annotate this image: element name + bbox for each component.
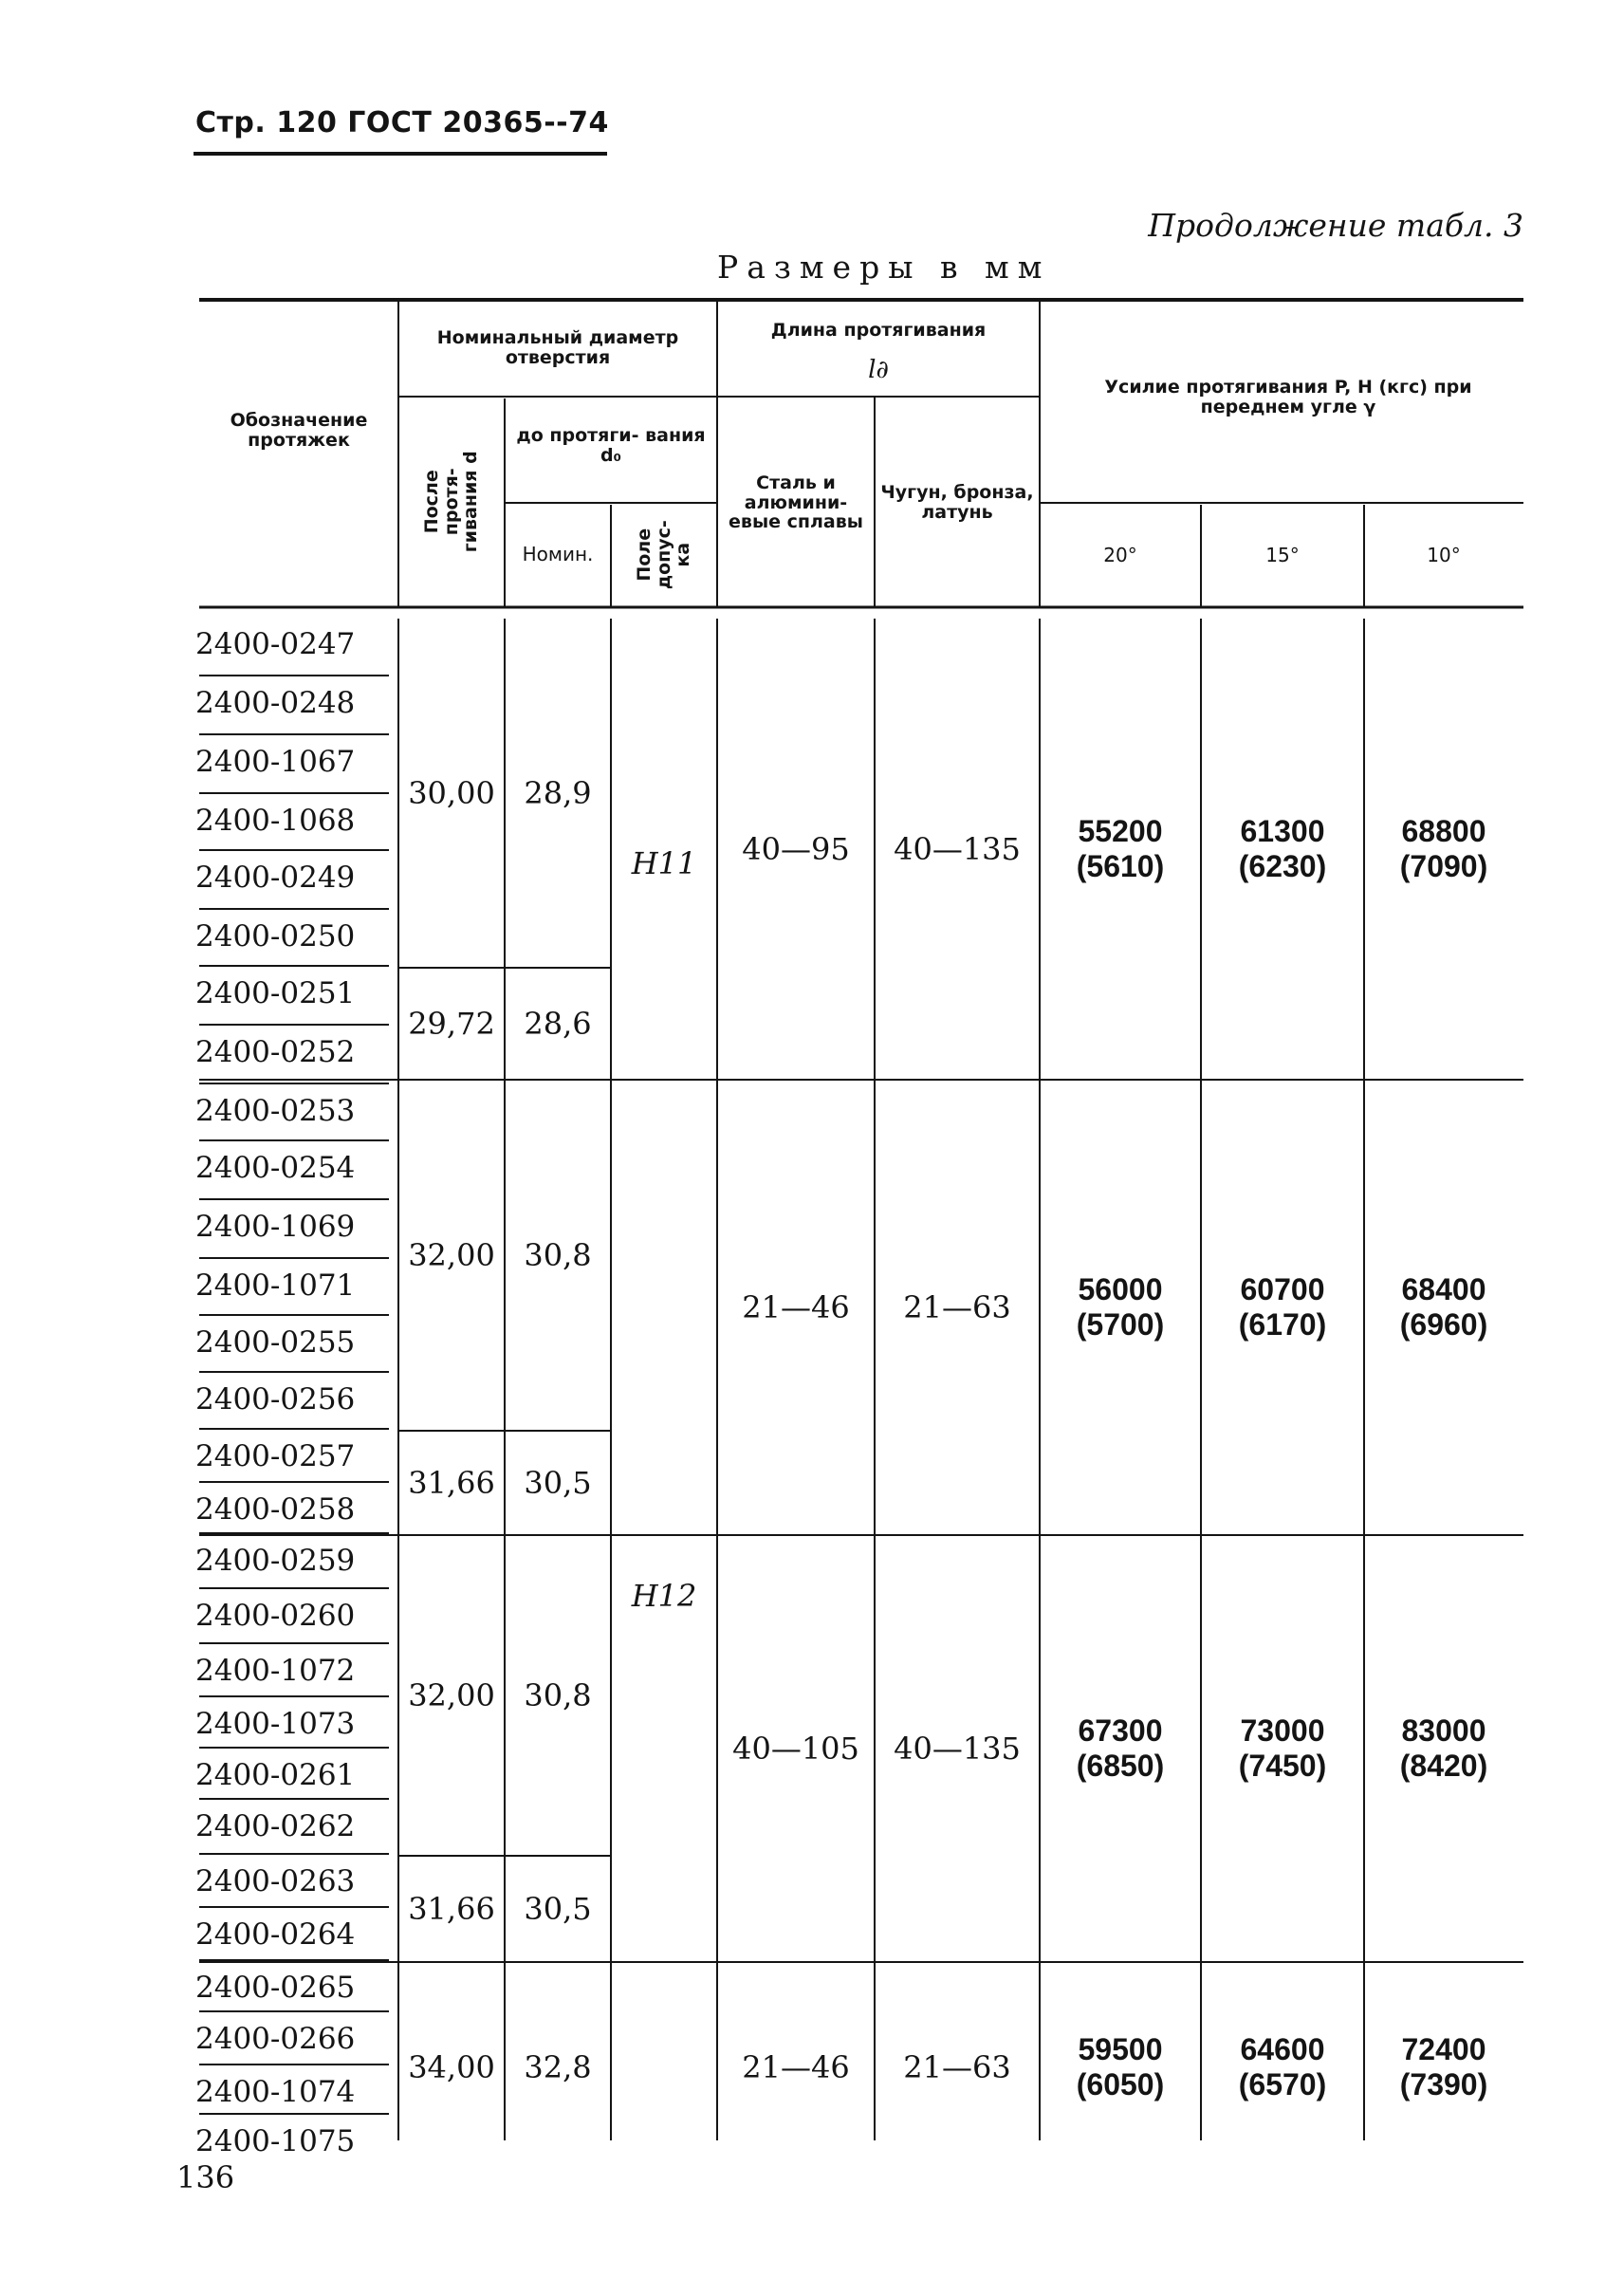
- force-15-kgf: (6570): [1238, 2067, 1327, 2102]
- force-10: [1364, 1080, 1523, 1535]
- length-steel: 40—95: [742, 830, 850, 867]
- tolerance-h12: H12: [631, 1577, 697, 1614]
- nominal-header: Номин.: [522, 543, 594, 566]
- designation-code: 2400-0247: [195, 627, 356, 662]
- broaching-length-symbol: l∂: [868, 355, 889, 384]
- designation-code: 2400-0249: [195, 861, 356, 896]
- force-20-kgf: (6850): [1076, 1749, 1165, 1783]
- header-underline: [194, 152, 607, 156]
- designation-code: 2400-0258: [195, 1492, 356, 1528]
- force-header: Усилие протягивания P, Н (кгс) при переднем угле γ: [1104, 377, 1472, 417]
- tolerance-h11: H11: [631, 844, 697, 881]
- broach-table: [195, 298, 1523, 2159]
- angle-10-header: 10°: [1427, 544, 1461, 567]
- designation-code: 2400-1068: [195, 804, 356, 839]
- force-10-newton: 72400: [1401, 2032, 1486, 2067]
- force-20: [1040, 1080, 1201, 1535]
- force-20-newton: 67300: [1078, 1713, 1163, 1749]
- designation-code: 2400-1069: [195, 1210, 356, 1245]
- diameter-after: 30,00: [408, 774, 495, 811]
- diameter-after: 31,66: [408, 1890, 495, 1927]
- designation-code: 2400-0255: [195, 1325, 356, 1361]
- force-15-kgf: (6230): [1238, 849, 1327, 883]
- diameter-before: 30,8: [524, 1236, 592, 1273]
- length-steel: 21—46: [742, 2048, 850, 2085]
- steel-header: Сталь и алюмини- евые сплавы: [729, 472, 863, 533]
- angle-20-header: 20°: [1103, 544, 1137, 567]
- force-15-newton: 60700: [1240, 1272, 1325, 1307]
- force-10: [1364, 1535, 1523, 1962]
- force-10: [1364, 1962, 1523, 2173]
- force-15-newton: 61300: [1240, 814, 1325, 849]
- force-15-newton: 73000: [1240, 1713, 1325, 1749]
- force-20: [1040, 619, 1201, 1080]
- designation-code: 2400-0248: [195, 686, 356, 721]
- designation-code: 2400-1073: [195, 1707, 356, 1742]
- designation-code: 2400-0251: [195, 976, 356, 1011]
- force-15: [1201, 1535, 1364, 1962]
- force-10-kgf: (6960): [1399, 1307, 1488, 1342]
- force-10: [1364, 619, 1523, 1080]
- designation-code: 2400-0265: [195, 1971, 356, 2006]
- diameter-before: 30,5: [524, 1464, 592, 1501]
- designation-code: 2400-0256: [195, 1382, 356, 1417]
- force-10-kgf: (7390): [1399, 2067, 1488, 2102]
- designation-code: 2400-1067: [195, 745, 356, 780]
- designation-code: 2400-0264: [195, 1917, 356, 1953]
- designation-code: 2400-0250: [195, 919, 356, 954]
- force-10-newton: 68800: [1401, 814, 1486, 849]
- designation-header: Обозначение протяжек: [230, 410, 368, 451]
- length-steel: 21—46: [742, 1288, 850, 1325]
- force-15: [1201, 619, 1364, 1080]
- units-label: Размеры в мм: [717, 249, 1051, 286]
- diameter-before: 30,8: [524, 1676, 592, 1713]
- designation-code: 2400-0253: [195, 1094, 356, 1129]
- diameter-after: 32,00: [408, 1236, 495, 1273]
- length-cast-iron: 21—63: [903, 2048, 1011, 2085]
- angle-15-header: 15°: [1265, 544, 1300, 567]
- designation-code: 2400-0257: [195, 1439, 356, 1474]
- diameter-after: 29,72: [408, 1005, 495, 1042]
- length-cast-iron: 40—135: [894, 1730, 1021, 1767]
- diameter-before: 28,9: [524, 774, 592, 811]
- after-broaching-header: После протя- гивания d: [421, 451, 482, 553]
- force-20-newton: 55200: [1078, 814, 1163, 849]
- length-cast-iron: 21—63: [903, 1288, 1011, 1325]
- force-10-kgf: (7090): [1399, 849, 1488, 883]
- length-cast-iron: 40—135: [894, 830, 1021, 867]
- force-20-kgf: (6050): [1076, 2067, 1165, 2102]
- broaching-length-header: Длина протягивания: [770, 319, 987, 341]
- diameter-after: 31,66: [408, 1464, 495, 1501]
- tolerance-field-header: Поле допус- ка: [634, 520, 694, 590]
- force-10-kgf: (8420): [1399, 1749, 1488, 1783]
- designation-code: 2400-0252: [195, 1035, 356, 1070]
- diameter-before: 30,5: [524, 1890, 592, 1927]
- table-continuation-label: Продолжение табл. 3: [1148, 207, 1523, 244]
- force-20-newton: 59500: [1078, 2032, 1163, 2067]
- force-10-newton: 83000: [1401, 1713, 1486, 1749]
- force-20-kgf: (5610): [1076, 849, 1165, 883]
- designation-code: 2400-1071: [195, 1268, 356, 1304]
- designation-code: 2400-1074: [195, 2075, 356, 2110]
- force-10-newton: 68400: [1401, 1272, 1486, 1307]
- diameter-before: 28,6: [524, 1005, 592, 1042]
- force-15: [1201, 1080, 1364, 1535]
- after-broaching-header-cell: [398, 398, 505, 605]
- designation-code: 2400-0259: [195, 1544, 356, 1579]
- designation-code: 2400-1072: [195, 1654, 356, 1689]
- designation-code: 2400-0263: [195, 1864, 356, 1899]
- force-15: [1201, 1962, 1364, 2173]
- tolerance-field-header-cell: [611, 505, 717, 605]
- designation-code: 2400-0266: [195, 2022, 356, 2057]
- page-number: 136: [176, 2159, 235, 2195]
- designation-code: 2400-0260: [195, 1599, 356, 1634]
- force-20-kgf: (5700): [1076, 1307, 1165, 1342]
- force-15-newton: 64600: [1240, 2032, 1325, 2067]
- force-20: [1040, 1962, 1201, 2173]
- designation-code: 2400-0262: [195, 1809, 356, 1844]
- force-20-newton: 56000: [1078, 1272, 1163, 1307]
- before-broaching-header: до протяги- вания d₀: [516, 425, 706, 466]
- nominal-diameter-header: Номинальный диаметр отверстия: [436, 327, 679, 368]
- force-20: [1040, 1535, 1201, 1962]
- diameter-after: 32,00: [408, 1676, 495, 1713]
- page-header: Стр. 120 ГОСТ 20365--74: [195, 106, 609, 139]
- designation-code: 2400-1075: [195, 2124, 356, 2159]
- cast-iron-header: Чугун, бронза, латунь: [880, 482, 1034, 523]
- designation-code: 2400-0261: [195, 1758, 356, 1793]
- diameter-after: 34,00: [408, 2048, 495, 2085]
- length-steel: 40—105: [732, 1730, 859, 1767]
- force-15-kgf: (6170): [1238, 1307, 1327, 1342]
- designation-code: 2400-0254: [195, 1151, 356, 1186]
- diameter-before: 32,8: [524, 2048, 592, 2085]
- force-15-kgf: (7450): [1238, 1749, 1327, 1783]
